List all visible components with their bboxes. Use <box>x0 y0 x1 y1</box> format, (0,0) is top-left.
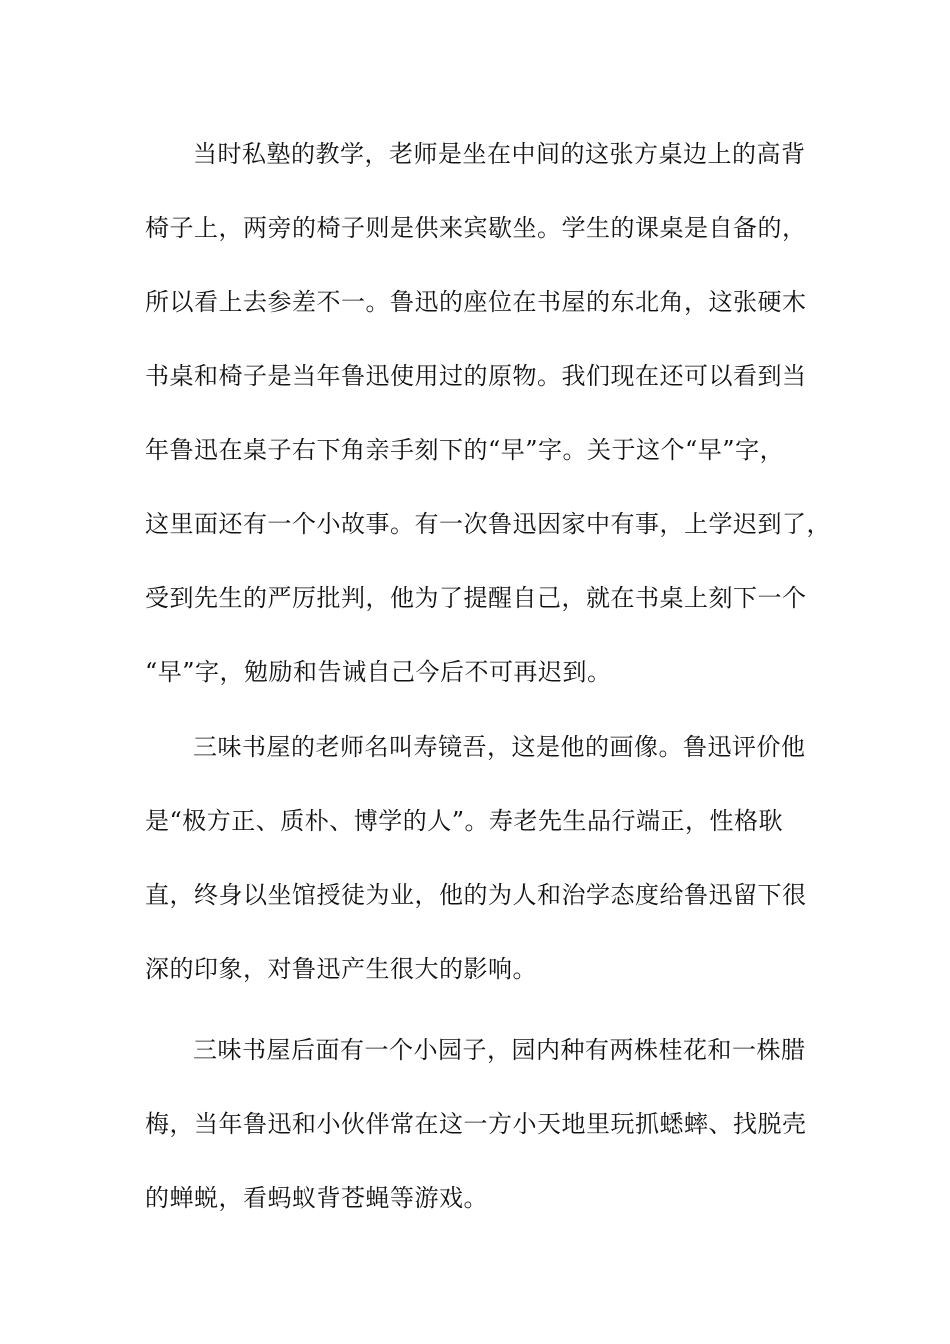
text-line: 直，终身以坐馆授徒为业，他的为人和治学态度给鲁迅留下很 <box>145 881 807 909</box>
paragraph-private-school-desk <box>145 117 831 709</box>
text-line: “早”字，勉励和告诫自己今后不可再迟到。 <box>145 658 612 686</box>
text-line: 椅子上，两旁的椅子则是供来宾歇坐。学生的课桌是自备的， <box>145 214 807 242</box>
text-line: 书桌和椅子是当年鲁迅使用过的原物。我们现在还可以看到当 <box>145 362 807 390</box>
text-line: 当时私塾的教学，老师是坐在中间的这张方桌边上的高背 <box>193 140 806 168</box>
text-line: 是“极方正、质朴、博学的人”。寿老先生品行端正，性格耿 <box>145 807 784 835</box>
text-line: 深的印象，对鲁迅产生很大的影响。 <box>145 955 537 983</box>
text-line: 这里面还有一个小故事。有一次鲁迅因家中有事，上学迟到了， <box>145 510 831 538</box>
text-line: 受到先生的严厉批判，他为了提醒自己，就在书桌上刻下一个 <box>145 584 807 612</box>
text-line: 的蝉蜕，看蚂蚁背苍蝇等游戏。 <box>145 1184 488 1212</box>
paragraph-back-garden <box>145 1013 825 1235</box>
text-line: 年鲁迅在桌子右下角亲手刻下的“早”字。关于这个“早”字， <box>145 436 785 464</box>
text-line: 三味书屋的老师名叫寿镜吾，这是他的画像。鲁迅评价他 <box>193 733 806 761</box>
text-line: 所以看上去参差不一。鲁迅的座位在书屋的东北角，这张硬木 <box>145 288 807 316</box>
paragraph-teacher-shou-jingwu <box>145 710 825 1006</box>
text-line: 三味书屋后面有一个小园子，园内种有两株桂花和一株腊 <box>193 1036 806 1064</box>
text-line: 梅，当年鲁迅和小伙伴常在这一方小天地里玩抓蟋蟀、找脱壳 <box>145 1110 807 1138</box>
